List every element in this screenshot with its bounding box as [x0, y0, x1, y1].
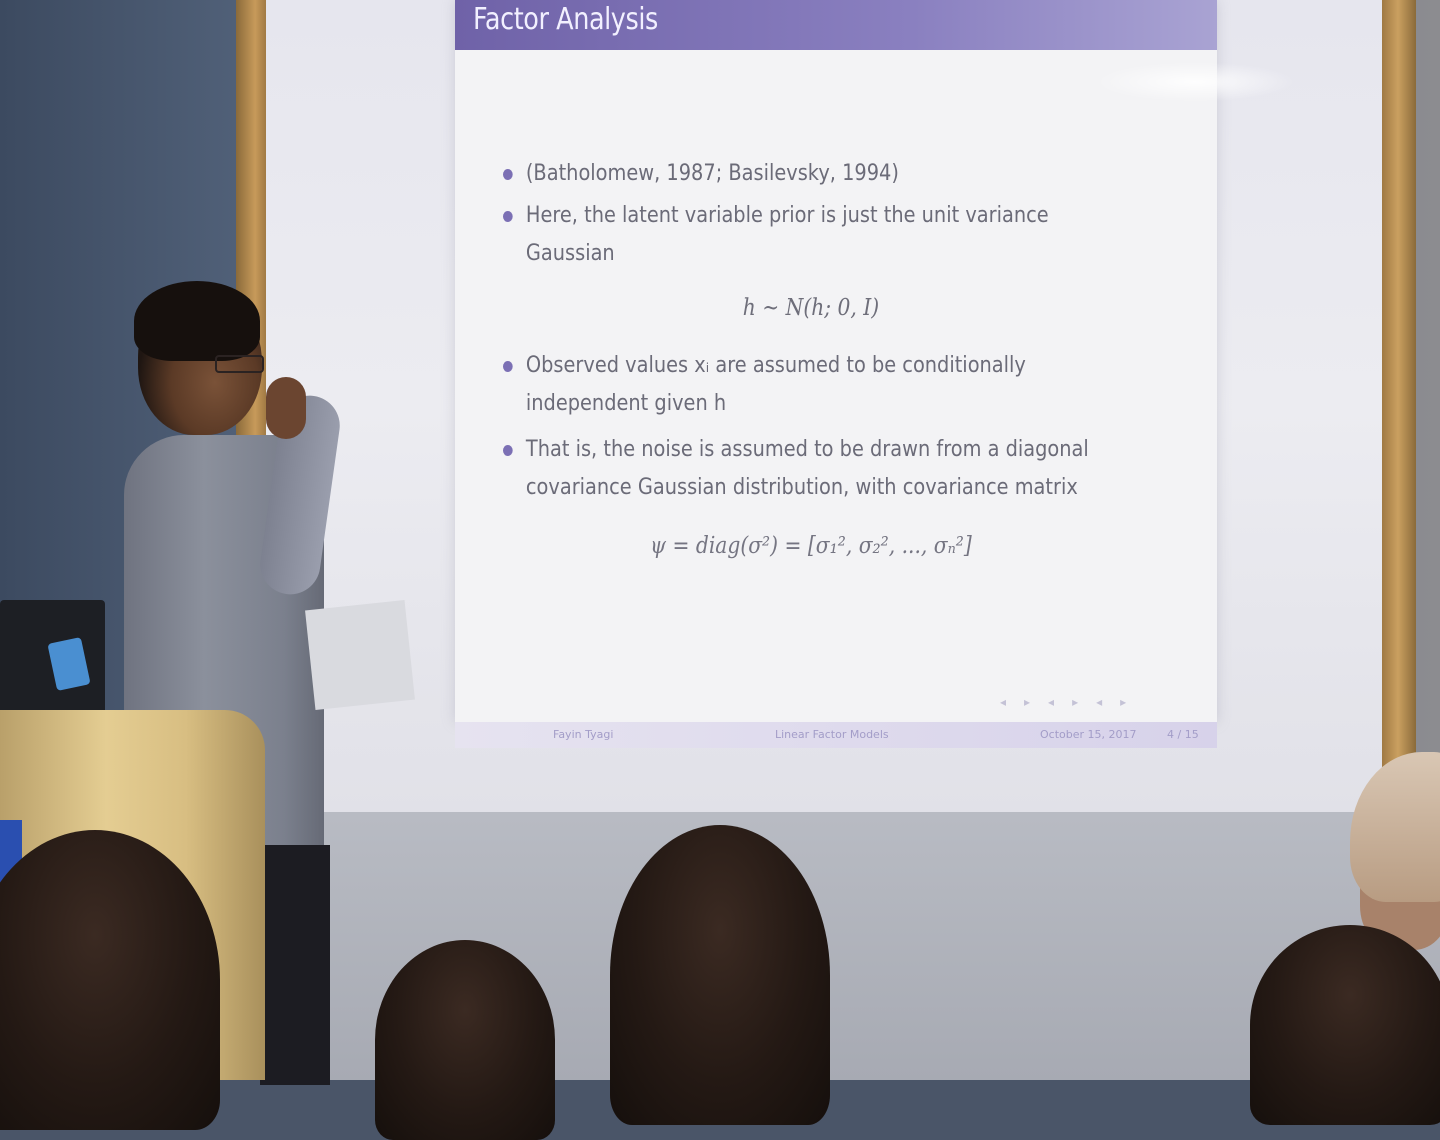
bullet-text: That is, the noise is assumed to be drawn from a diagonal covariance Gaussian distribution, with covariance matrix [525, 437, 1089, 500]
audience-head [375, 940, 555, 1140]
logo-glare [1095, 62, 1295, 102]
slide-footer [455, 722, 1217, 748]
bullet-icon [503, 445, 513, 456]
formula-covariance: ψ = diag(σ²) = [σ₁², σ₂², ..., σₙ²] [650, 533, 972, 559]
footer-date: October 15, 2017 [1040, 728, 1137, 741]
slide [455, 0, 1217, 722]
footer-author: Fayin Tyagi [553, 728, 614, 741]
screen-frame-right [1380, 0, 1416, 770]
presenter-hand [266, 377, 306, 439]
presenter-hair [134, 281, 260, 361]
bullet-item [503, 155, 1119, 193]
audience-head [1250, 925, 1440, 1125]
laptop [0, 600, 105, 715]
slide-navigation-icons: ◂▸◂▸◂▸ [1000, 695, 1145, 709]
bullet-list [503, 155, 1119, 559]
glasses-icon [215, 355, 264, 373]
bullet-text: Observed values xᵢ are assumed to be conditionally independent given h [525, 353, 1026, 416]
slide-title: Factor Analysis [473, 2, 658, 37]
laptop-sticker [47, 637, 90, 691]
formula-prior: h ~ N(h; 0, I) [742, 295, 880, 321]
slide-header [455, 0, 1217, 50]
notebook [305, 600, 415, 710]
audience-head [610, 825, 830, 1125]
footer-page-number: 4 / 15 [1167, 728, 1199, 741]
bullet-icon [503, 211, 513, 222]
bullet-item [503, 431, 1119, 507]
bullet-item [503, 197, 1119, 273]
bullet-icon [503, 361, 513, 372]
bullet-text: Here, the latent variable prior is just the unit variance Gaussian [525, 203, 1049, 266]
bullet-item [503, 347, 1119, 423]
bullet-icon [503, 169, 513, 180]
bullet-text: (Batholomew, 1987; Basilevsky, 1994) [525, 161, 899, 186]
presenter-legs [260, 845, 330, 1085]
footer-talk-title: Linear Factor Models [775, 728, 889, 741]
